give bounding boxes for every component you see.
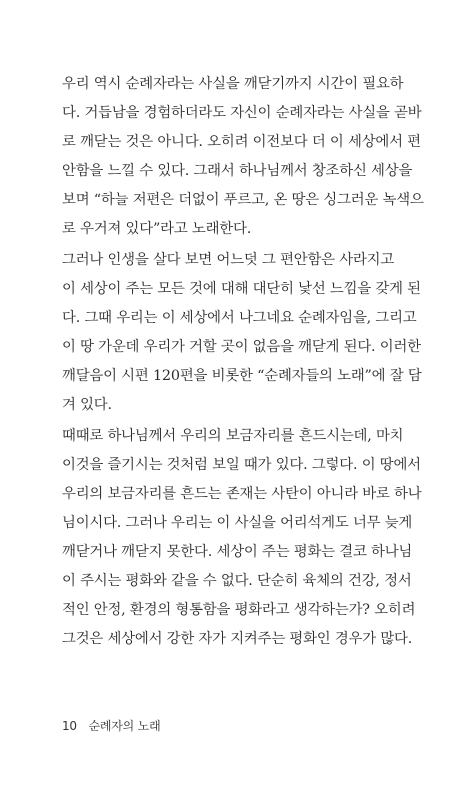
text-line: 로 깨닫는 것은 아니다. 오히려 이전보다 더 이 세상에서 편 bbox=[62, 134, 421, 150]
text-line: 보며 “하늘 저편은 더없이 푸르고, 온 땅은 싱그러운 녹색으 bbox=[62, 192, 424, 208]
paragraph-2 bbox=[62, 246, 422, 420]
page-number: 10 bbox=[62, 719, 77, 733]
text-line: 깨달음이 시편 120편을 비롯한 “순례자들의 노래”에 잘 담 bbox=[62, 368, 422, 384]
paragraph-3 bbox=[62, 422, 422, 654]
text-line: 때때로 하나님께서 우리의 보금자리를 흔드시는데, 마치 bbox=[62, 428, 404, 444]
text-line: 님이시다. 그러나 우리는 이 사실을 어리석게도 너무 늦게 bbox=[62, 515, 413, 531]
text-line: 안함을 느낄 수 있다. 그래서 하나님께서 창조하신 세상을 bbox=[62, 163, 413, 179]
text-line: 그것은 세상에서 강한 자가 지켜주는 평화인 경우가 많다. bbox=[62, 631, 413, 647]
text-line: 그러나 인생을 살다 보면 어느덧 그 편안함은 사라지고 bbox=[62, 252, 395, 268]
text-line: 겨 있다. bbox=[62, 397, 112, 413]
text-line: 적인 안정, 환경의 형통함을 평화라고 생각하는가? 오히려 bbox=[62, 602, 416, 618]
paragraph-1 bbox=[62, 70, 424, 244]
text-line: 우리 역시 순례자라는 사실을 깨닫기까지 시간이 필요하 bbox=[62, 76, 404, 92]
text-line: 이 세상이 주는 모든 것에 대해 대단히 낯선 느낌을 갖게 된 bbox=[62, 281, 421, 297]
running-title: 순례자의 노래 bbox=[88, 719, 161, 733]
text-line: 다. 거듭남을 경험하더라도 자신이 순례자라는 사실을 곧바 bbox=[62, 105, 422, 121]
text-line: 다. 그때 우리는 이 세상에서 나그네요 순례자임을, 그리고 bbox=[62, 310, 417, 326]
body-text bbox=[62, 70, 424, 654]
text-line: 이 땅 가운데 우리가 거할 곳이 없음을 깨닫게 된다. 이러한 bbox=[62, 339, 421, 355]
text-line: 이것을 즐기시는 것처럼 보일 때가 있다. 그렇다. 이 땅에서 bbox=[62, 457, 421, 473]
text-line: 우리의 보금자리를 흔드는 존재는 사탄이 아니라 바로 하나 bbox=[62, 486, 422, 502]
text-line: 깨닫거나 깨닫지 못한다. 세상이 주는 평화는 결코 하나님 bbox=[62, 544, 413, 560]
text-line: 이 주시는 평화와 같을 수 없다. 단순히 육체의 건강, 정서 bbox=[62, 573, 412, 589]
page-footer bbox=[62, 717, 160, 734]
text-line: 로 우거져 있다”라고 노래한다. bbox=[62, 221, 252, 237]
